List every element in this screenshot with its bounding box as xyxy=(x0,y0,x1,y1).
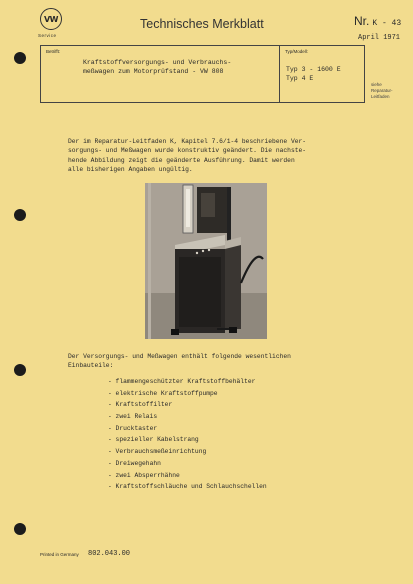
list-item: - spezieller Kabelstrang xyxy=(108,436,199,444)
list-item: - Dreiwegehahn xyxy=(108,459,161,467)
measuring-cart-illustration xyxy=(145,183,267,339)
printed-in-label: Printed in Germany xyxy=(40,552,79,557)
typ-line: Typ 4 E xyxy=(286,75,314,82)
typ-line: Typ 3 - 1600 E xyxy=(286,66,341,73)
intro-line: alle bisherigen Angaben ungültig. xyxy=(68,165,193,173)
list-item: - Kraftstoffschläuche und Schlauchschellen xyxy=(108,483,267,491)
items-intro-line: Einbauteile: xyxy=(68,362,114,370)
measuring-cart-photo xyxy=(145,183,267,339)
typ-modell-text xyxy=(286,65,341,83)
vw-logo-icon: VW xyxy=(40,8,62,30)
typ-modell-label: Typ/Modell: xyxy=(285,49,309,54)
betreff-line: Kraftstoffversorgungs- und Verbrauchs- xyxy=(83,59,232,66)
brand-label: Service xyxy=(38,33,57,38)
nr-label: Nr. xyxy=(354,14,370,28)
intro-line: hende Abbildung zeigt die geänderte Ausführung. Damit werden xyxy=(68,156,295,164)
document-date: April 1971 xyxy=(358,34,401,42)
list-item: - Verbrauchsmeßeinrichtung xyxy=(108,448,207,456)
list-item: - flammengeschützter Kraftstoffbehälter xyxy=(108,378,256,385)
punch-hole xyxy=(14,209,26,221)
intro-paragraph xyxy=(68,137,368,174)
info-box xyxy=(40,45,365,103)
betreff-line: meßwagen zum Motorprüfstand - VW 808 xyxy=(83,68,224,75)
punch-hole xyxy=(14,523,26,535)
list-item: - zwei Absperrhähne xyxy=(108,471,180,479)
list-item: - zwei Relais xyxy=(108,413,158,421)
part-number: 802.043.00 xyxy=(88,550,131,558)
component-list xyxy=(108,376,267,493)
punch-hole xyxy=(14,52,26,64)
info-box-divider xyxy=(279,46,280,102)
list-item: - Drucktaster xyxy=(108,424,158,432)
betreff-label: Betrifft: xyxy=(46,49,61,54)
list-item: - Kraftstoffilter xyxy=(108,401,173,409)
side-note: siehe Reparatur- Leitfaden xyxy=(371,82,393,99)
betreff-text xyxy=(83,58,275,76)
items-intro-paragraph xyxy=(68,352,368,371)
list-item: - elektrische Kraftstoffpumpe xyxy=(108,389,218,397)
document-title: Technisches Merkblatt xyxy=(140,17,264,31)
intro-line: sorgungs- und Meßwagen wurde konstruktiv geändert. Die nachste- xyxy=(68,147,307,155)
items-intro-line: Der Versorgungs- und Meßwagen enthält folgende wesentlichen xyxy=(68,353,291,360)
punch-hole xyxy=(14,364,26,376)
nr-value: K - 43 xyxy=(372,19,402,28)
document-number xyxy=(354,14,401,28)
intro-line: Der im Reparatur-Leitfaden K, Kapitel 7.6/1-4 beschriebene Ver- xyxy=(68,138,307,145)
